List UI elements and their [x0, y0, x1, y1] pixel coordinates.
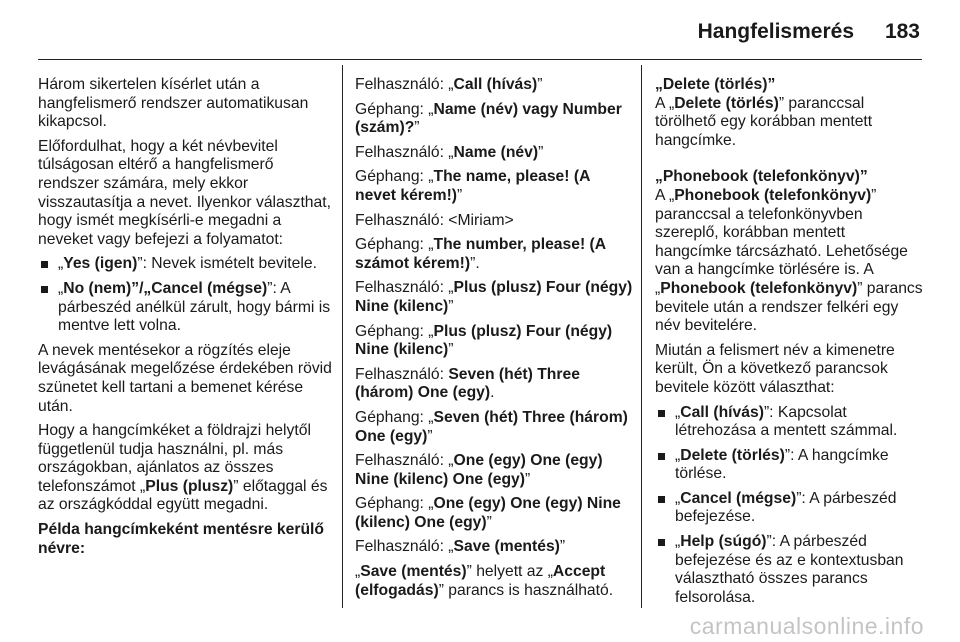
bullet-square-icon	[658, 410, 665, 417]
dialog-line: Felhasználó: „Save (mentés)”	[355, 538, 566, 556]
paragraph-pause: A nevek mentésekor a rögzítés eleje levágásának megelőzése érdekében rövid szünetet kell tartani a bemenet kérése után.	[38, 341, 332, 415]
paragraph-auto-off: Három sikertelen kísérlet után a hangfelismerő rendszer automatikusan kikapcsol.	[38, 76, 309, 131]
dialog-line: Felhasználó: „Name (név)”	[355, 143, 544, 161]
column-left	[38, 76, 338, 558]
paragraph-choose-command: Miután a felismert név a kimenetre került, Ön a következő parancsok bevitele között választhat:	[655, 341, 895, 396]
bullet-square-icon	[41, 261, 48, 268]
command-term: Plus (plusz)	[145, 477, 234, 495]
dialog-line: Felhasználó: Seven (hét) Three (három) One (egy).	[355, 365, 580, 402]
dialog-line: Géphang: „Plus (plusz) Four (négy) Nine (kilenc)”	[355, 322, 613, 359]
column-divider-1	[342, 65, 343, 608]
dialog-line: Géphang: „Seven (hét) Three (három) One (egy)”	[355, 408, 628, 445]
paragraph-accept-alternative: „Save (mentés)” helyett az „Accept (elfogadás)” parancs is használható.	[355, 563, 614, 599]
section-heading-phonebook: „Phonebook (telefonkönyv)”	[655, 168, 868, 186]
section-heading-delete: „Delete (törlés)”	[655, 76, 776, 93]
paragraph-delete: A „Delete (törlés)” paranccsal törölhető egy korábban mentett hangcímke.	[655, 94, 873, 149]
example-heading: Példa hangcímkeként mentésre kerülő névre:	[38, 521, 324, 557]
dialog-line: Géphang: „The number, please! (A számot kérem!)”.	[355, 236, 606, 272]
command-term: No (nem)	[63, 279, 132, 297]
paragraph-name-mismatch: Előfordulhat, hogy a két névbevitel túlságosan eltérő a hangfelismerő rendszer számára, mely ekkor visszautasítja a nevet. Ilyenkor választhat, hogy ismét megkísérli-e megadni a neveket vagy befejezi a folyamatot:	[38, 137, 331, 248]
dialog-line: Géphang: „The name, please! (A nevet kérem!)”	[355, 168, 590, 204]
dialog-line: Felhasználó: „One (egy) One (egy) Nine (kilenc) One (egy)”	[355, 452, 603, 488]
paragraph-plus-prefix: Hogy a hangcímkéket a földrajzi helytől függetlenül tudja használni, pl. más országokban, ajánlatos az összes telefonszámot „Plus (plusz)” előtaggal és az országkóddal együtt megadni.	[38, 422, 328, 514]
column-divider-2	[641, 65, 642, 608]
paragraph-phonebook: A „Phonebook (telefonkönyv)” paranccsal a telefonkönyvben szereplő, korábban mentett hangcímke tárcsázható. Lehetősége van a hangcímke törlésére is. A „Phonebook (telefonkönyv)” parancs bevitele után a rendszer felkéri egy név bevitelére.	[655, 186, 923, 335]
dialog-line: Felhasználó: „Call (hívás)”	[355, 76, 543, 93]
bullet-square-icon	[41, 286, 48, 293]
watermark: carmanualsonline.info	[689, 613, 924, 639]
list-item-no-cancel: „No (nem)”/„Cancel (mégse)”: A párbeszéd anélkül zárult, hogy bármi is mentve lett volna.	[38, 280, 338, 336]
dialog-line: Géphang: „Name (név) vagy Number (szám)?”	[355, 100, 622, 137]
column-right	[655, 76, 925, 613]
dialog-line: Felhasználó: „Plus (plusz) Four (négy) Nine (kilenc)”	[355, 279, 633, 315]
column-middle	[355, 76, 633, 606]
bullet-square-icon	[658, 539, 665, 546]
bullet-square-icon	[658, 496, 665, 503]
dialog-line: Géphang: „One (egy) One (egy) Nine (kilenc) One (egy)”	[355, 495, 621, 531]
page-header	[0, 0, 960, 60]
list-item-help: „Help (súgó)”: A párbeszéd befejezése és az e kontextusban választható összes parancs felsorolása.	[655, 533, 925, 607]
page-number: 183	[884, 20, 920, 43]
list-item-call: „Call (hívás)”: Kapcsolat létrehozása a mentett számmal.	[655, 404, 925, 441]
list-item-delete: „Delete (törlés)”: A hangcímke törlése.	[655, 447, 925, 484]
command-term: Cancel (mégse)	[151, 279, 268, 297]
page-title: Hangfelismerés	[697, 20, 854, 43]
dialog-line: Felhasználó: <Miriam>	[355, 211, 514, 229]
list-item-yes: „Yes (igen)”: Nevek ismételt bevitele.	[38, 255, 338, 274]
command-term: Yes (igen)	[63, 255, 138, 273]
header-divider	[38, 59, 922, 60]
list-item-cancel: „Cancel (mégse)”: A párbeszéd befejezése.	[655, 490, 925, 527]
bullet-square-icon	[658, 453, 665, 460]
